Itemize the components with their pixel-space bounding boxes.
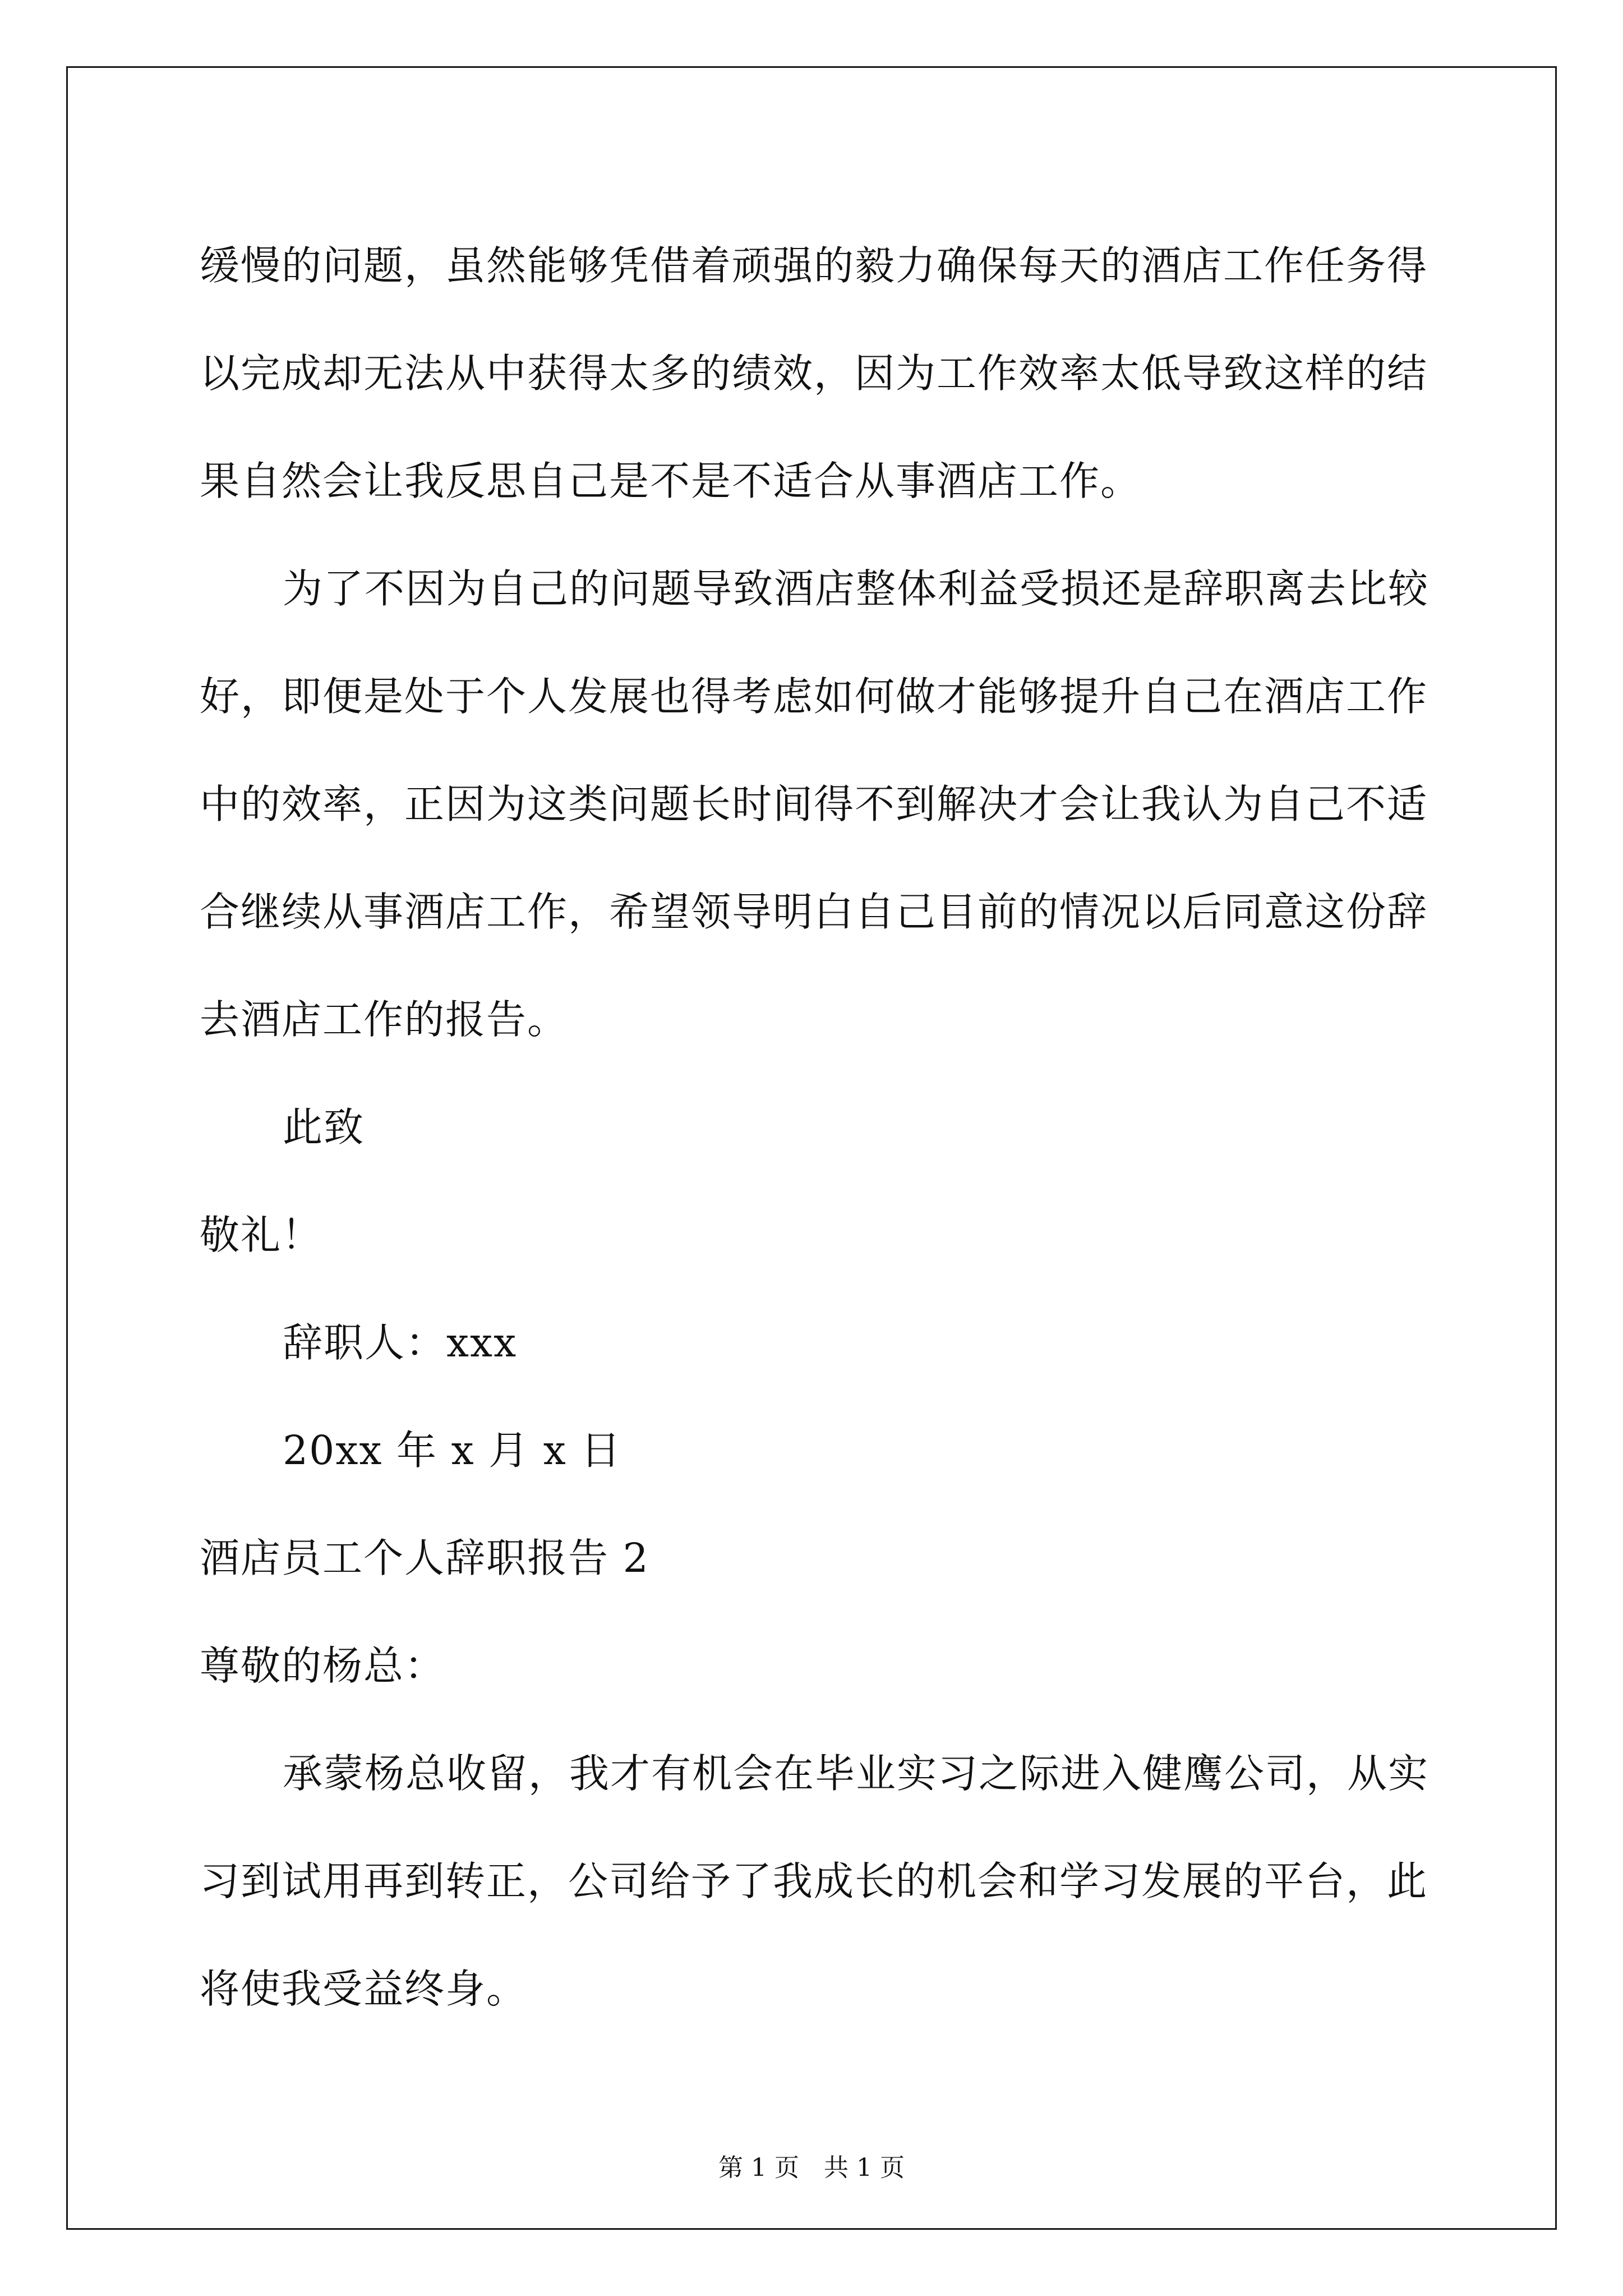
paragraph-line: 为了不因为自己的问题导致酒店整体利益受损还是辞职离去比较: [283, 565, 1430, 612]
paragraph-line: 以完成却无法从中获得太多的绩效，因为工作效率太低导致这样的结: [200, 350, 1428, 397]
salutation: 敬礼！: [200, 1212, 323, 1258]
closing-phrase: 此致: [283, 1104, 365, 1151]
signature-date: 20xx 年 x 月 x 日: [283, 1427, 622, 1474]
section-title: 酒店员工个人辞职报告 2: [200, 1535, 649, 1581]
signature-name: 辞职人：xxx: [283, 1319, 518, 1366]
paragraph-line: 缓慢的问题，虽然能够凭借着顽强的毅力确保每天的酒店工作任务得: [200, 242, 1428, 289]
paragraph-line: 果自然会让我反思自己是不是不适合从事酒店工作。: [200, 458, 1142, 504]
paragraph-line: 合继续从事酒店工作，希望领导明白自己目前的情况以后同意这份辞: [200, 889, 1428, 935]
paragraph-line: 中的效率，正因为这类问题长时间得不到解决才会让我认为自己不适: [200, 781, 1428, 827]
paragraph-line: 好，即便是处于个人发展也得考虑如何做才能够提升自己在酒店工作: [200, 673, 1428, 720]
page-footer: 第 1 页 共 1 页: [718, 2154, 905, 2182]
paragraph-line: 去酒店工作的报告。: [200, 996, 569, 1043]
paragraph-line: 将使我受益终身。: [200, 1966, 528, 2012]
paragraph-line: 习到试用再到转正，公司给予了我成长的机会和学习发展的平台，此: [200, 1858, 1428, 1904]
greeting: 尊敬的杨总：: [200, 1642, 446, 1689]
paragraph-line: 承蒙杨总收留，我才有机会在毕业实习之际进入健鹰公司，从实: [283, 1750, 1430, 1797]
document-body: [200, 212, 1433, 2043]
